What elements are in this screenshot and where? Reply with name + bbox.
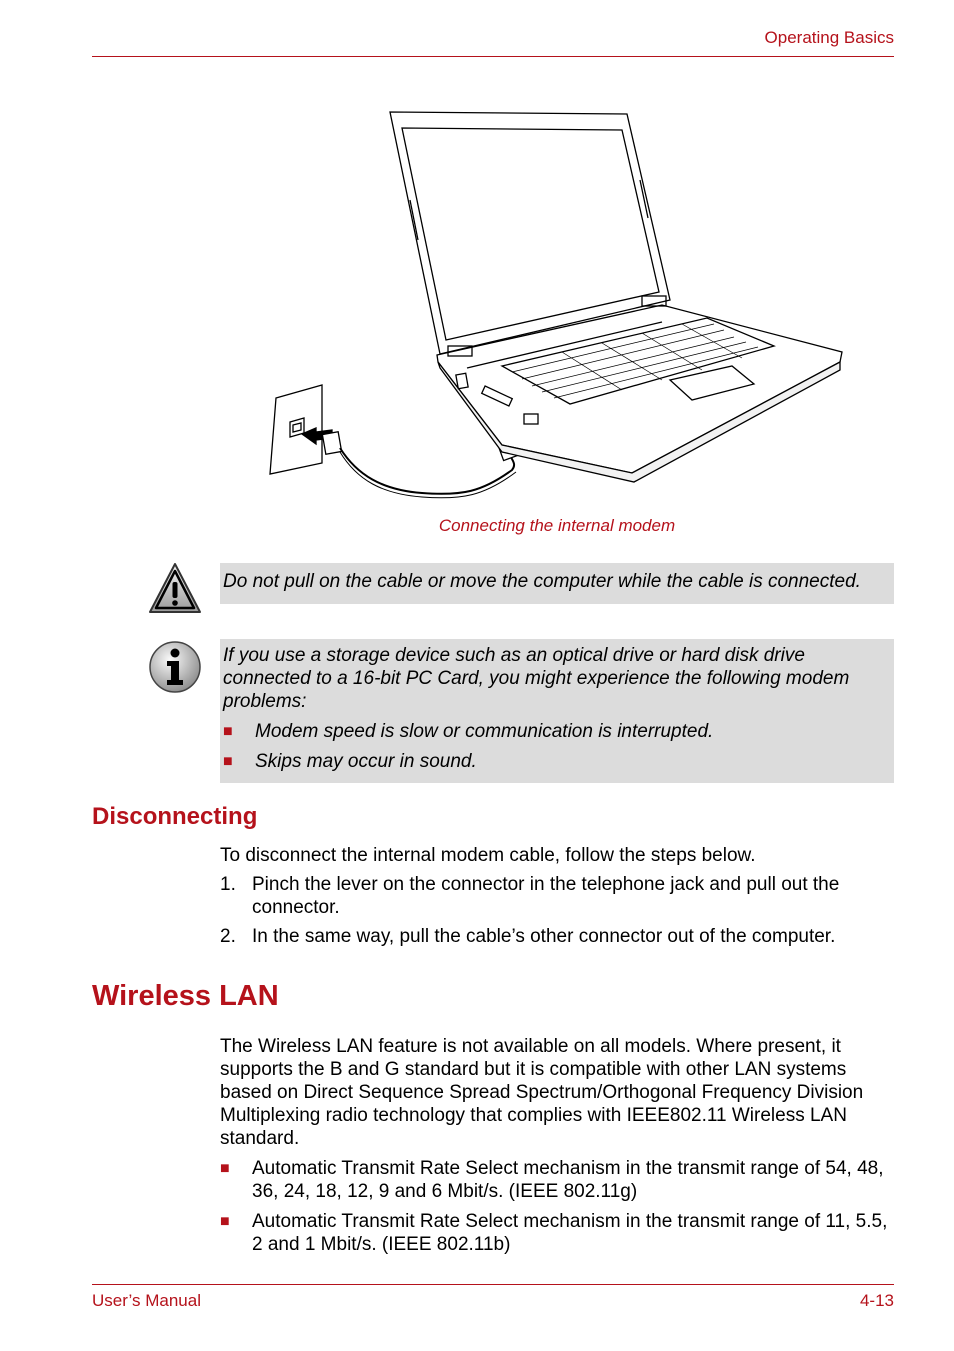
wireless-paragraph: The Wireless LAN feature is not available on all models. Where present, it supports the B and G standard but it is compatible with other LAN systems based on Direct Sequence Spread Spectrum/Orthogonal Frequency Division Multiplexing radio technology that complies with IEEE802.11 Wireless LAN standard. <box>220 1036 864 1149</box>
info-icon <box>148 640 202 694</box>
warning-icon <box>148 562 202 616</box>
bullet-square-icon: ■ <box>223 753 233 770</box>
disconnecting-body <box>220 844 894 948</box>
list-item: 2. In the same way, pull the cable’s other connector out of the computer. <box>220 926 836 947</box>
section-heading-disconnecting: Disconnecting <box>92 803 258 830</box>
laptop-modem-illustration <box>262 100 852 505</box>
list-item: ■ Automatic Transmit Rate Select mechanism in the transmit range of 11, 5.5, 2 and 1 Mbit/s. (IEEE 802.11b) <box>220 1211 888 1255</box>
footer-manual-title: User’s Manual <box>92 1291 201 1310</box>
list-item: 1. Pinch the lever on the connector in the telephone jack and pull out the connector. <box>220 874 840 918</box>
bullet-square-icon: ■ <box>223 723 233 740</box>
section-heading-wireless-lan: Wireless LAN <box>92 980 279 1012</box>
header-rule <box>92 56 894 57</box>
list-item: ■ Skips may occur in sound. <box>223 751 477 772</box>
footer-rule <box>92 1284 894 1285</box>
bullet-square-icon: ■ <box>220 1213 230 1230</box>
warning-note <box>220 563 894 604</box>
page-number: 4-13 <box>859 1291 894 1310</box>
running-header: Operating Basics <box>764 28 894 47</box>
disconnecting-intro: To disconnect the internal modem cable, follow the steps below. <box>220 845 756 866</box>
wireless-body <box>220 1035 894 1256</box>
figure-caption: Connecting the internal modem <box>438 516 676 535</box>
warning-text: Do not pull on the cable or move the computer while the cable is connected. <box>223 571 861 592</box>
info-text: If you use a storage device such as an optical drive or hard disk drive connected to a 16-bit PC Card, you might experience the following modem problems: <box>223 645 850 712</box>
bullet-square-icon: ■ <box>220 1160 230 1177</box>
info-note <box>220 639 894 783</box>
list-item: ■ Automatic Transmit Rate Select mechanism in the transmit range of 54, 48, 36, 24, 18, 12, 9 and 6 Mbit/s. (IEEE 802.11g) <box>220 1158 884 1202</box>
list-item: ■ Modem speed is slow or communication is interrupted. <box>223 721 714 742</box>
